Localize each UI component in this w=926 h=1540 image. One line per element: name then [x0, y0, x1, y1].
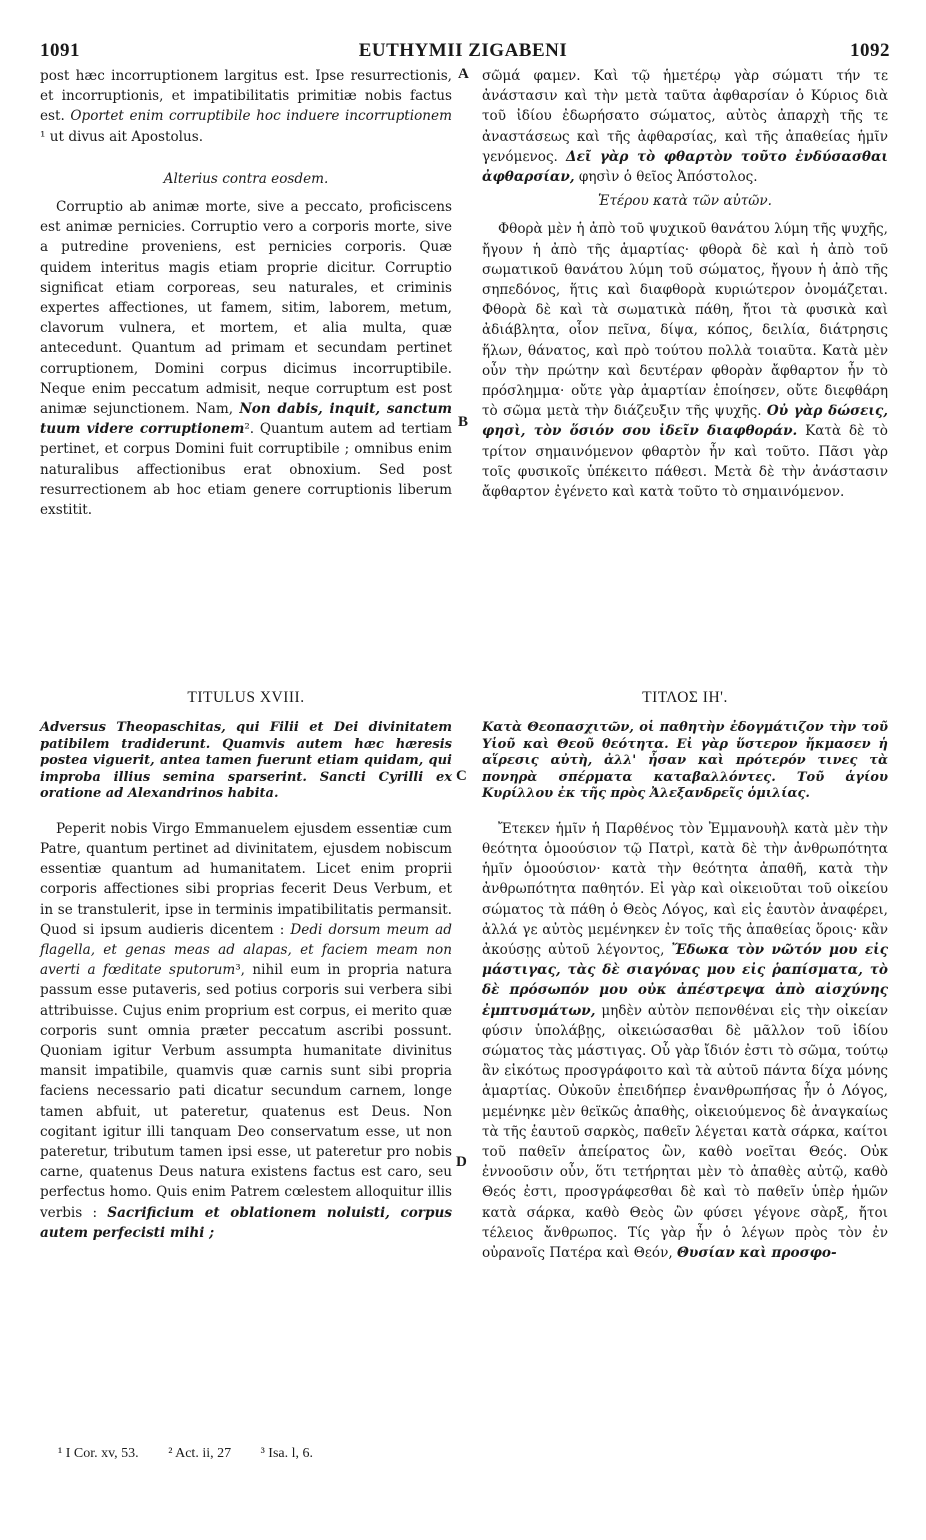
latin-quote-4: Sacrificium et oblationem noluisti, corpus autem perfecisti mihi ;	[40, 1204, 453, 1241]
greek-quote-2: Οὐ γὰρ δώσεις, φησὶ, τὸν ὅσιόν σου ἰδεῖν διαφθοράν.	[482, 403, 889, 440]
greek-title: ΤΙΤΛΟΣ ΙΗ'.	[642, 689, 728, 706]
footnotes	[58, 1446, 339, 1462]
margin-letter-d: D	[456, 1154, 467, 1170]
latin-section-1	[40, 66, 452, 520]
latin-subheading: Alterius contra eosdem.	[163, 170, 329, 187]
latin-paragraph-3: Peperit nobis Virgo Emmanuelem ejusdem essentiæ cum Patre, quantum pertinet ad divinitatem, ejusdem nobiscum essentiæ quantum ad humanitatem. Licet enim proprii corporis affectiones sibi proprias fecerit Deus Verbum, et in se transtulerit, ipse in terminis impatibilitatis permansit. Quod si ipsum audieris dicentem : Dedi dorsum meum ad flagella, et genas meas ad alapas, et faciem meam non averti a fœditate sputorum³, nihil eum in propria natura passum esse putaveris, sed potius corporis sui verbera sibi attribuisse. Cujus enim proprium est corpus, ei merito quæ corporis sunt omnia præter peccatum ascribi possunt. Quoniam igitur Verbum assumpta humanitate divinitus mansit impatibile, quamvis quæ carnis sunt sibi propria faciens necessario pati dicatur secundum carnem, longe tamen abfuit, ut pateretur, quatenus est Deus. Non cogitant igitur illi tanquam Deo conservatum esse, ut non pateretur, tributum tamen ipsi esse, ut pateretur pro nobis carne, quatenus Deus natura existens factus est caro, seu perfectus homo. Quis enim Patrem cœlestem alloquitur illis verbis : Sacrificium et oblationem noluisti, corpus autem perfecisti mihi ;	[40, 820, 453, 1241]
latin-paragraph-2: Corruptio ab animæ morte, sive a peccato, proficiscens est animæ pernicies. Corruptio vero a corporis morte, sive a putredine proveniens, est pernicies corporis. Quæ quidem interitus magis etiam proprie dicitur. Corruptio significat etiam corporeas, seu naturales, et criminis expertes affectiones, ut famem, sitim, laborem, metum, clavorum vulnera, et mortem, et alia multa, quæ antecedunt. Quantum ad primam et secundam pertinet corruptionem, Domini corpus dicimus incorruptibile. Neque enim peccatum admisit, neque corruptum est post animæ sejunctionem. Nam, Non dabis, inquit, sanctum tuum videre corruptionem². Quantum autem ad tertiam pertinet, et corpus Domini fuit corruptibile ; omnibus enim naturalibus affectionibus erat obnoxium. Sed post resurrectionem ab hoc etiam genere corruptionis liberum exstitit.	[40, 199, 453, 519]
latin-section-2	[40, 688, 452, 1243]
greek-section-1	[482, 66, 888, 502]
latin-title-xviii: TITULUS XVIII.	[187, 689, 305, 706]
greek-paragraph-3: Ἔτεκεν ἡμῖν ἡ Παρθένος τὸν Ἐμμανουὴλ κατὰ μὲν τὴν θεότητα ὁμοούσιον τῷ Πατρὶ, κατὰ δὲ τὴν ἀνθρωπότητα ἡμῖν ὁμοούσιον· κατὰ τὴν θεότητα ἀπαθῆ, κατὰ τὴν ἀνθρωπότητα παθητόν. Εἰ γὰρ καὶ οἰκειοῦται τοῦ οἰκείου σώματος τὰ πάθη ὁ Θεὸς Λόγος, καὶ εἰς ἑαυτὸν ἀναφέρει, ἀλλά γε αὐτὸς μεμένηκεν ἐν τοῖς τῆς ἀπαθείας ὅροις· κἂν ἀκούσῃς αὐτοῦ λέγοντος, Ἔδωκα τὸν νῶτόν μου εἰς μάστιγας, τὰς δὲ σιαγόνας μου εἰς ῥαπίσματα, τὸ δὲ πρόσωπόν μου οὐκ ἀπέστρεψα ἀπὸ αἰσχύνης ἐμπτυσμάτων, μηδὲν αὐτὸν πεπονθέναι εἰς τὴν οἰκείαν φύσιν ὑπολάβῃς, οἰκειώσασθαι δὲ μᾶλλον τοῦ ἰδίου σώματος τὰς μάστιγας. Οὗ γὰρ ἴδιόν ἐστι τὸ σῶμα, τούτῳ ἂν εἰκότως προσγράφοιτο καὶ τὰ αὐτοῦ πάντα δίχα μόνης ἁμαρτίας. Οὐκοῦν ἐπειδήπερ ἐνανθρωπήσας ἦν ὁ Λόγος, μεμένηκε μὲν θεϊκῶς ἀπαθὴς, οἰκειούμενος δὲ ἀναγκαίως τὰ τῆς ἑαυτοῦ σαρκὸς, παθεῖν λέγεται κατὰ σάρκα, καίτοι τοῦ παθεῖν ἀπείρατος ὢν, καθὸ νοεῖται Θεός. Οὐκ ἐννοοῦσιν οὖν, ὅτι τετήρηται μὲν τὸ ἀπαθὲς αὐτῷ, καθὸ Θεός ἐστι, προσγράφεσθαι δὲ καὶ τὸ παθεῖν ὑπὲρ ἡμῶν κατὰ σάρκα, καθὸ Θεὸς ὢν φύσει γέγονε σὰρξ, ἤτοι τέλειος ἄνθρωπος. Τίς γὰρ ἦν ὁ λέγων πρὸς τὸν ἐν οὐρανοῖς Πατέρα καὶ Θεόν, Θυσίαν καὶ προσφο-	[482, 820, 888, 1261]
margin-letter-a: A	[458, 66, 469, 82]
latin-quote-2: Non dabis, inquit, sanctum tuum videre corruptionem	[40, 401, 452, 438]
greek-section-2	[482, 688, 888, 1263]
running-title: EUTHYMII ZIGABENI	[358, 40, 568, 61]
greek-quote-1: Δεῖ γὰρ τὸ φθαρτὸν τοῦτο ἐνδύσασθαι ἀφθαρσίαν,	[482, 148, 888, 186]
footnote-ref-3: ³,	[235, 962, 245, 979]
footnote-ref-1: ¹	[40, 128, 46, 145]
page-number-right: 1092	[850, 40, 890, 61]
margin-letter-c: C	[456, 768, 467, 784]
latin-quote-3: Dedi dorsum meum ad flagella, et genas meas ad alapas, et faciem meam non averti a fœditate sputorum	[40, 921, 452, 979]
latin-column	[40, 66, 452, 1436]
greek-column	[482, 66, 888, 1436]
footnote-1: ¹ I Cor. xv, 53.	[58, 1446, 139, 1461]
page-header	[0, 0, 926, 70]
greek-quote-4: Θυσίαν καὶ προσφο-	[677, 1244, 837, 1261]
margin-letter-b: B	[458, 414, 469, 430]
latin-quote-1: Oportet enim corruptibile hoc induere incorruptionem	[70, 108, 452, 125]
latin-summary: Adversus Theopaschitas, qui Filii et Dei divinitatem patibilem tradiderunt. Quamvis autem hæc hæresis postea viguerit, antea tamen fuerunt etiam quidam, qui improba illius semina sparserint. Sancti Cyrilli ex oratione ad Alexandrinos habita.	[40, 720, 452, 802]
greek-subheading: Ἑτέρου κατὰ τῶν αὐτῶν.	[598, 193, 772, 210]
greek-quote-3: Ἔδωκα τὸν νῶτόν μου εἰς μάστιγας, τὰς δὲ σιαγόνας μου εἰς ῥαπίσματα, τὸ δὲ πρόσωπόν μου οὐκ ἀπέστρεψα ἀπὸ αἰσχύνης ἐμπτυσμάτων,	[482, 941, 888, 1019]
footnote-ref-2: ².	[244, 421, 255, 438]
greek-paragraph-1: σῶμά φαμεν. Καὶ τῷ ἡμετέρῳ γὰρ σώματι τήν τε ἀνάστασιν καὶ τὴν μετὰ ταῦτα ἀφθαρσίαν ὁ Κύριος διὰ τοῦ ἰδίου ἐδωρήσατο σώματος, αὐτὸς ἀπαρχὴ τῆς τε ἀναστάσεως καὶ τῆς ἀφθαρσίας, καὶ τῆς ἀπαθείας ἡμῖν γενόμενος. Δεῖ γὰρ τὸ φθαρτὸν τοῦτο ἐνδύσασθαι ἀφθαρσίαν, φησὶν ὁ θεῖος Ἀπόστολος.	[482, 68, 888, 186]
page-number-left: 1091	[40, 40, 80, 61]
greek-paragraph-2: Φθορὰ μὲν ἡ ἀπὸ τοῦ ψυχικοῦ θανάτου λύμη τῆς ψυχῆς, ἤγουν ἡ ἀπὸ τῆς ἁμαρτίας· φθορὰ δὲ καὶ ἡ ἀπὸ τοῦ σωματικοῦ θανάτου λύμη τοῦ σώματος, ἤγουν ἡ ἀπὸ τῆς σηπεδόνος, ἥτις καὶ διαφθορὰ κυριώτερον ὀνομάζεται. Φθορὰ δὲ καὶ τὰ σωματικὰ πάθη, ἤτοι τὰ φυσικὰ καὶ ἀδιάβλητα, οἷον πεῖνα, δίψα, κόπος, δειλία, διάτρησις ἥλων, θάνατος, καὶ πρὸ τούτου πολλὰ τοιαῦτα. Κατὰ μὲν οὖν τὴν πρώτην καὶ δευτέραν φθορὰν ἄφθαρτον ἦν τὸ πρόσλημμα· οὔτε γὰρ ἁμαρτίαν ἐποίησεν, οὔτε διεφθάρη τὸ σῶμα μετὰ τὴν διάζευξιν τῆς ψυχῆς. Οὐ γὰρ δώσεις, φησὶ, τὸν ὅσιόν σου ἰδεῖν διαφθοράν. Κατὰ δὲ τὸ τρίτον σημαινόμενον φθαρτὸν ἦν καὶ τοῦτο. Πᾶσι γὰρ τοῖς φυσικοῖς ὑπέκειτο πάθεσι. Μετὰ δὲ τὴν ἀνάστασιν ἄφθαρτον ἐγένετο καὶ κατὰ τοῦτο τὸ σημαινόμενον.	[482, 221, 889, 501]
footnote-2: ² Act. ii, 27	[168, 1446, 232, 1461]
footnote-3: ³ Isa. l, 6.	[260, 1446, 314, 1461]
greek-summary: Κατὰ Θεοπασχιτῶν, οἱ παθητὴν ἐδογμάτιζον τὴν τοῦ Υἱοῦ καὶ Θεοῦ θεότητα. Εἰ γὰρ ὕστερον ἤκμασεν ἡ αἵρεσις αὐτὴ, ἀλλ' ἦσαν καὶ πρότερόν τινες τὰ πονηρὰ σπέρματα καταβαλλόντες. Τοῦ ἁγίου Κυρίλλου ἐκ τῆς πρὸς Ἀλεξανδρεῖς ὁμιλίας.	[482, 720, 888, 802]
latin-paragraph-1: post hæc incorruptionem largitus est. Ipse resurrectionis, et incorruptionis, et impatibilitatis primitiæ nobis factus est. Oportet enim corruptibile hoc induere incorruptionem ¹ ut divus ait Apostolus.	[40, 68, 452, 145]
